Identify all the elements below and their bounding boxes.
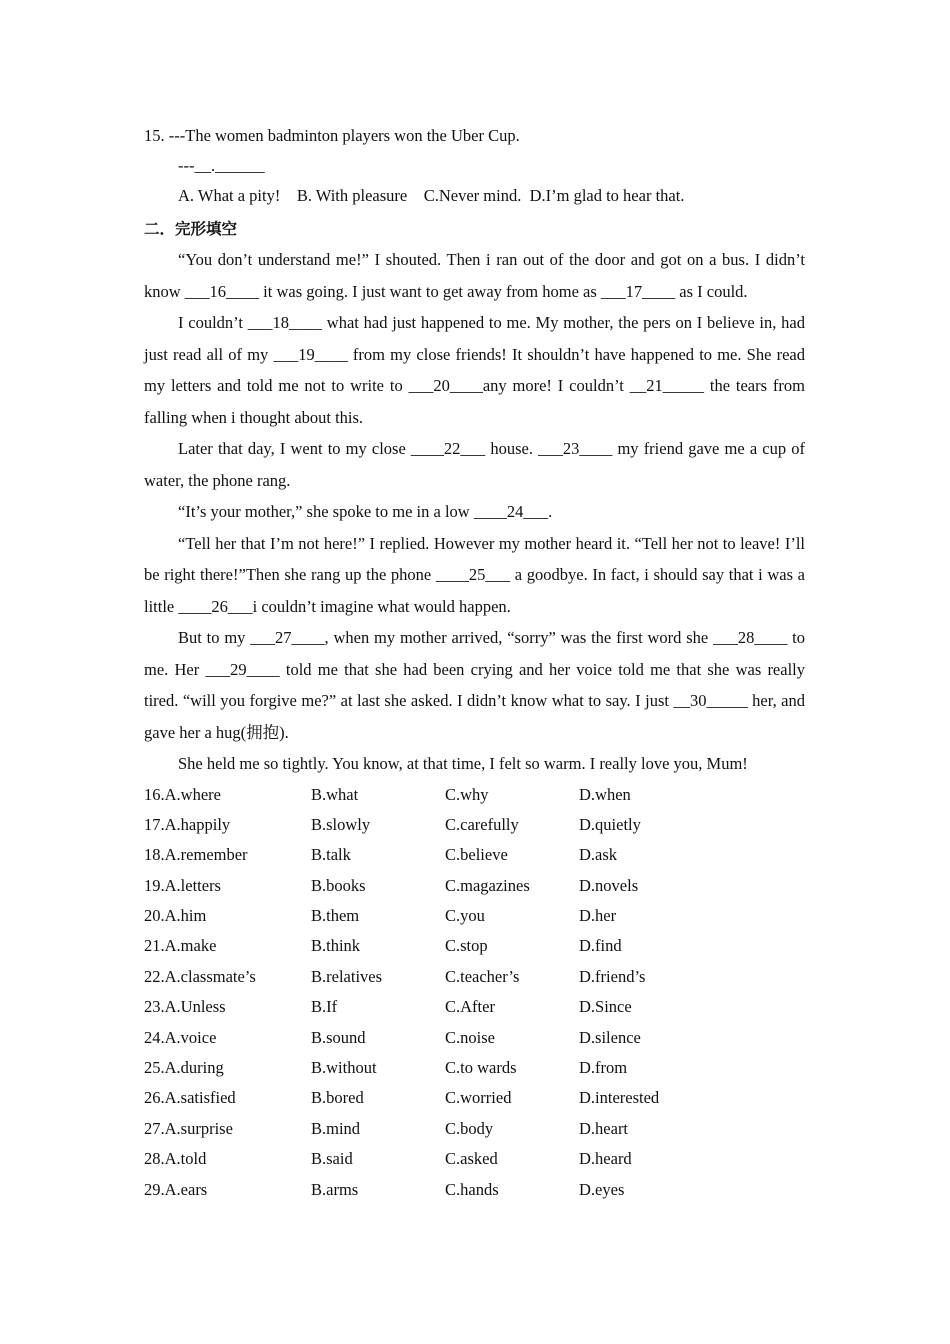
option-d: D.ask	[579, 845, 618, 865]
option-c: C.teacher’s	[445, 966, 520, 986]
options-row	[144, 840, 805, 870]
option-a: 29.A.ears	[144, 1179, 208, 1199]
option-b: B.sound	[311, 1027, 366, 1047]
options-row	[144, 1175, 805, 1205]
option-c: C.hands	[445, 1179, 499, 1199]
options-row	[144, 1023, 805, 1053]
options-row	[144, 780, 805, 810]
question-15-prompt: 15. ---The women badminton players won the Uber Cup.	[144, 126, 520, 145]
question-15-options: A. What a pity! B. With pleasure C.Never mind. D.I’m glad to hear that.	[178, 186, 685, 205]
passage-paragraph: “You don’t understand me!” I shouted. Then i ran out of the door and got on a bus. I didn’t know ___16____ it was going. I just want to get away from home as ___17____ as I could.	[144, 250, 805, 301]
option-b: B.arms	[311, 1179, 359, 1199]
option-d: D.novels	[579, 875, 639, 895]
option-a: 20.A.him	[144, 906, 207, 926]
option-d: D.heard	[579, 1149, 632, 1169]
option-b: B.said	[311, 1149, 353, 1169]
option-a: 28.A.told	[144, 1149, 207, 1169]
options-row	[144, 931, 805, 961]
option-d: D.heart	[579, 1118, 629, 1138]
option-b: B.books	[311, 875, 366, 895]
options-row	[144, 901, 805, 931]
option-a: 16.A.where	[144, 784, 221, 804]
option-c: C.why	[445, 784, 489, 804]
option-d: D.find	[579, 936, 622, 956]
option-d: D.quietly	[579, 814, 641, 834]
option-b: B.bored	[311, 1088, 364, 1108]
option-c: C.worried	[445, 1088, 512, 1108]
passage-paragraph: Later that day, I went to my close ____22___ house. ___23____ my friend gave me a cup of water, the phone rang.	[144, 439, 805, 490]
option-b: B.slowly	[311, 814, 371, 834]
passage-paragraph: She held me so tightly. You know, at that time, I felt so warm. I really love you, Mum!	[178, 754, 748, 773]
option-c: C.asked	[445, 1149, 498, 1169]
option-a: 22.A.classmate’s	[144, 966, 256, 986]
option-a: 19.A.letters	[144, 875, 221, 895]
passage-paragraph: “It’s your mother,” she spoke to me in a low ____24___.	[178, 502, 553, 521]
option-d: D.silence	[579, 1027, 641, 1047]
answer-options-table	[144, 780, 805, 1205]
options-row	[144, 871, 805, 901]
option-d: D.eyes	[579, 1179, 625, 1199]
option-b: B.talk	[311, 845, 351, 865]
option-a: 21.A.make	[144, 936, 217, 956]
option-d: D.Since	[579, 997, 632, 1017]
option-c: C.stop	[445, 936, 488, 956]
options-row	[144, 810, 805, 840]
option-b: B.them	[311, 906, 360, 926]
option-b: B.think	[311, 936, 361, 956]
option-d: D.when	[579, 784, 631, 804]
option-d: D.interested	[579, 1088, 660, 1108]
option-a: 27.A.surprise	[144, 1118, 233, 1138]
section-title: 二．完形填空	[144, 220, 238, 238]
option-c: C.magazines	[445, 875, 530, 895]
option-c: C.body	[445, 1118, 494, 1138]
option-a: 24.A.voice	[144, 1027, 217, 1047]
options-row	[144, 992, 805, 1022]
option-a: 18.A.remember	[144, 845, 248, 865]
option-a: 17.A.happily	[144, 814, 231, 834]
option-a: 25.A.during	[144, 1058, 224, 1078]
passage-paragraph: I couldn’t ___18____ what had just happened to me. My mother, the pers on I believe in, had just read all of my ___19____ from my close friends! It shouldn’t have happened to me. She read my letters and told me not to write to ___20____any more! I couldn’t __21_____ the tears from falling when i thought about this.	[144, 313, 805, 427]
option-c: C.you	[445, 906, 485, 926]
option-d: D.from	[579, 1058, 628, 1078]
option-b: B.without	[311, 1058, 377, 1078]
options-row	[144, 962, 805, 992]
document-page	[144, 124, 805, 1205]
option-c: C.After	[445, 997, 495, 1017]
option-b: B.relatives	[311, 966, 383, 986]
option-d: D.friend’s	[579, 966, 646, 986]
options-row	[144, 1144, 805, 1174]
option-c: C.carefully	[445, 814, 519, 834]
option-c: C.noise	[445, 1027, 495, 1047]
option-d: D.her	[579, 906, 617, 926]
option-b: B.what	[311, 784, 359, 804]
cloze-passage	[144, 244, 805, 780]
option-b: B.mind	[311, 1118, 361, 1138]
question-15-answer-blank: ---__.______	[178, 156, 265, 175]
passage-paragraph: But to my ___27____, when my mother arrived, “sorry” was the first word she ___28____ to me. Her ___29____ told me that she had been crying and her voice told me that she was really tired. “will you forgive me?” at last she asked. I didn’t know what to say. I just __30_____ her, and gave her a hug(拥抱).	[144, 628, 805, 742]
options-row	[144, 1114, 805, 1144]
option-c: C.believe	[445, 845, 508, 865]
passage-paragraph: “Tell her that I’m not here!” I replied. However my mother heard it. “Tell her not to leave! I’ll be right there!”Then she rang up the phone ____25___ a goodbye. In fact, i should say that i was a little ____26___i couldn’t imagine what would happen.	[144, 533, 805, 616]
options-row	[144, 1053, 805, 1083]
options-row	[144, 1083, 805, 1113]
option-a: 26.A.satisfied	[144, 1088, 236, 1108]
option-a: 23.A.Unless	[144, 997, 226, 1017]
option-b: B.If	[311, 997, 338, 1017]
option-c: C.to wards	[445, 1058, 517, 1078]
